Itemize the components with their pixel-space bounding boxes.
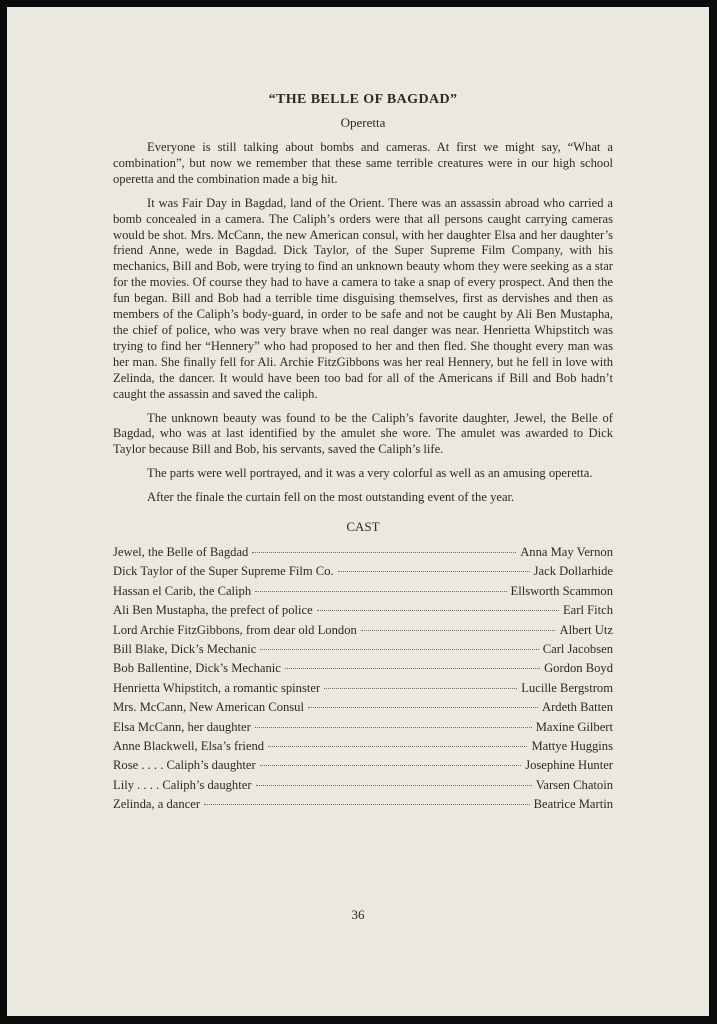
- paragraph: Everyone is still talking about bombs and cameras. At first we might say, “What a combination”, but now we remember that these same terrible creatures were in our high school operetta and the combination made a big hit.: [113, 140, 613, 186]
- cast-list: [113, 543, 613, 814]
- cast-role: Hassan el Carib, the Caliph: [113, 583, 252, 598]
- cast-row: [113, 795, 613, 814]
- paragraph: The unknown beauty was found to be the Caliph’s favorite daughter, Jewel, the Belle of Bagdad, who was at last identified by the amulet she wore. The amulet was awarded to Dick Taylor because Bill and Bob, his servants, saved the Caliph’s life.: [113, 410, 613, 457]
- document-page: [7, 7, 709, 1016]
- page-number: 36: [351, 907, 365, 922]
- cast-actor: Mattye Huggins: [531, 738, 613, 753]
- dot-leader: [317, 610, 559, 611]
- cast-role: Mrs. McCann, New American Consul: [113, 700, 304, 715]
- cast-role: Bill Blake, Dick’s Mechanic: [113, 641, 257, 656]
- dot-leader: [255, 727, 532, 728]
- cast-actor: Earl Fitch: [562, 603, 613, 618]
- page-title: “THE BELLE OF BAGDAD”: [268, 92, 458, 107]
- cast-row: [113, 659, 613, 678]
- dot-leader: [256, 785, 532, 786]
- page-content: [113, 91, 613, 815]
- cast-row: [113, 776, 613, 795]
- cast-row: [113, 679, 613, 698]
- cast-role: Lily . . . . Caliph’s daughter: [113, 777, 252, 792]
- cast-role: Anne Blackwell, Elsa’s friend: [113, 738, 265, 753]
- cast-actor: Ellsworth Scammon: [510, 583, 613, 598]
- dot-leader: [338, 571, 530, 572]
- paragraph: The parts were well portrayed, and it was a very colorful as well as an amusing operetta.: [147, 466, 593, 481]
- cast-role: Rose . . . . Caliph’s daughter: [113, 758, 256, 773]
- cast-row: [113, 582, 613, 601]
- cast-role: Jewel, the Belle of Bagdad: [113, 545, 249, 560]
- paragraph: After the finale the curtain fell on the most outstanding event of the year.: [147, 490, 515, 505]
- cast-row: [113, 718, 613, 737]
- cast-role: Zelinda, a dancer: [113, 797, 201, 812]
- cast-actor: Anna May Vernon: [520, 545, 613, 560]
- cast-role: Lord Archie FitzGibbons, from dear old London: [113, 622, 357, 637]
- cast-role: Bob Ballentine, Dick’s Mechanic: [113, 661, 281, 676]
- cast-actor: Varsen Chatoin: [535, 777, 613, 792]
- cast-row: [113, 640, 613, 659]
- cast-row: [113, 543, 613, 562]
- cast-row: [113, 698, 613, 717]
- cast-row: [113, 562, 613, 581]
- cast-actor: Maxine Gilbert: [535, 719, 613, 734]
- paragraph: It was Fair Day in Bagdad, land of the Orient. There was an assassin abroad who carried a bomb concealed in a camera. The Caliph’s orders were that all persons caught carrying cameras would be shot. Mrs. McCann, the new American consul, with her daughter Elsa and her daughter’s friend Anne, wede in Bagdad. Dick Taylor, of the Super Supreme Film Company, with his mechanics, Bill and Bob, were trying to find an unknown beauty whom they were seeking as a star for the movies. Of course they had to have a camera to take a snap of every prospect. And then the fun began. Bill and Bob had a terrible time disguising themselves, first as dervishes and then as members of the Caliph’s body-guard, in order to be safe and not be caught by Ali Ben Mustapha, the chief of police, who was very brave when no real danger was near. Henrietta Whipstitch was trying to find her “Hennery” who had proposed to her and then fled. She thought every man was her man. She finally fell for Ali. Archie FitzGibbons was her real Hennery, but he fell in love with Zelinda, the dancer. It would have been too bad for all of the Americans if Bill and Bob hadn’t caught the assassin and saved the caliph.: [113, 195, 613, 401]
- dot-leader: [308, 707, 538, 708]
- cast-actor: Beatrice Martin: [533, 797, 613, 812]
- cast-row: [113, 621, 613, 640]
- cast-actor: Gordon Boyd: [544, 661, 613, 676]
- cast-role: Dick Taylor of the Super Supreme Film Co.: [113, 564, 334, 579]
- dot-leader: [285, 668, 540, 669]
- page-subtitle: Operetta: [340, 115, 386, 130]
- cast-role: Henrietta Whipstitch, a romantic spinster: [113, 680, 321, 695]
- cast-actor: Albert Utz: [559, 622, 613, 637]
- cast-role: Elsa McCann, her daughter: [113, 719, 251, 734]
- cast-row: [113, 601, 613, 620]
- dot-leader: [361, 630, 556, 631]
- dot-leader: [204, 804, 530, 805]
- dot-leader: [260, 649, 538, 650]
- dot-leader: [268, 746, 527, 747]
- cast-actor: Jack Dollarhide: [533, 564, 613, 579]
- cast-actor: Carl Jacobsen: [542, 641, 613, 656]
- dot-leader: [324, 688, 517, 689]
- cast-heading: CAST: [346, 519, 380, 535]
- cast-actor: Lucille Bergstrom: [521, 680, 613, 695]
- cast-role: Ali Ben Mustapha, the prefect of police: [113, 603, 313, 618]
- dot-leader: [252, 552, 516, 553]
- dot-leader: [255, 591, 506, 592]
- dot-leader: [260, 765, 521, 766]
- cast-row: [113, 756, 613, 775]
- cast-actor: Ardeth Batten: [542, 700, 613, 715]
- cast-actor: Josephine Hunter: [525, 758, 613, 773]
- cast-row: [113, 737, 613, 756]
